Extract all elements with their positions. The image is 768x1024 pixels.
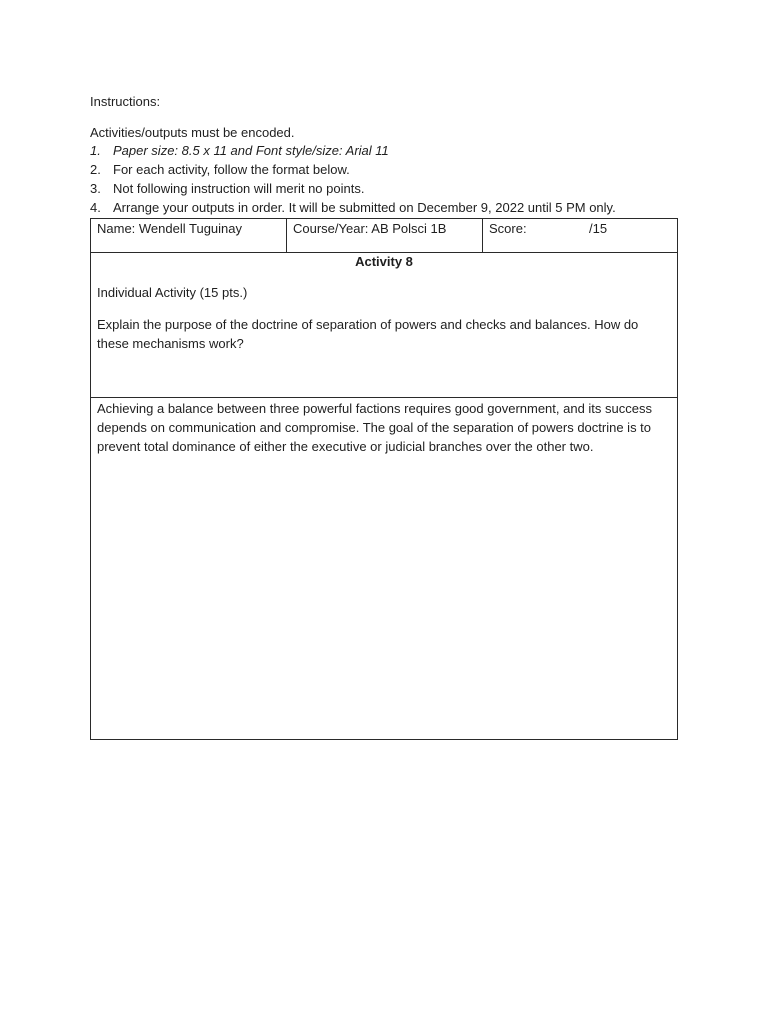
instruction-number: 1. bbox=[90, 143, 101, 158]
activity-subtitle: Individual Activity (15 pts.) bbox=[97, 285, 248, 300]
name-cell bbox=[91, 219, 287, 252]
instruction-text: For each activity, follow the format below. bbox=[113, 162, 350, 177]
instructions-heading: Instructions: bbox=[90, 94, 161, 109]
activity-title: Activity 8 bbox=[355, 254, 413, 269]
instruction-text: Paper size: 8.5 x 11 and Font style/size: Arial 11 bbox=[113, 143, 389, 158]
student-name: Name: Wendell Tuguinay bbox=[97, 221, 243, 236]
score-total: /15 bbox=[589, 221, 608, 236]
instruction-item bbox=[90, 200, 616, 219]
activity-question: Explain the purpose of the doctrine of separation of powers and checks and balances. How do these mechanisms work? bbox=[97, 317, 639, 351]
instruction-number: 2. bbox=[90, 162, 101, 177]
instructions-intro: Activities/outputs must be encoded. bbox=[90, 125, 295, 140]
instruction-text: Arrange your outputs in order. It will be submitted on December 9, 2022 until 5 PM only. bbox=[113, 200, 616, 215]
activity-table bbox=[90, 218, 678, 740]
instruction-number: 4. bbox=[90, 200, 101, 215]
score-cell bbox=[483, 219, 677, 252]
header-row bbox=[91, 219, 677, 253]
instruction-text: Not following instruction will merit no points. bbox=[113, 181, 365, 196]
course-year: Course/Year: AB Polsci 1B bbox=[293, 221, 447, 236]
course-cell bbox=[287, 219, 483, 252]
instruction-item bbox=[90, 143, 616, 162]
activity-row bbox=[91, 252, 677, 398]
answer-row bbox=[91, 398, 677, 739]
score-label: Score: bbox=[489, 221, 527, 236]
instruction-item bbox=[90, 162, 616, 181]
answer-text: Achieving a balance between three powerful factions requires good government, and its success depends on communication and compromise. The goal of the separation of powers doctrine is to prevent total dominance of either the executive or judicial branches over the other two. bbox=[97, 401, 652, 454]
instruction-number: 3. bbox=[90, 181, 101, 196]
instructions-list bbox=[90, 143, 616, 219]
instruction-item bbox=[90, 181, 616, 200]
